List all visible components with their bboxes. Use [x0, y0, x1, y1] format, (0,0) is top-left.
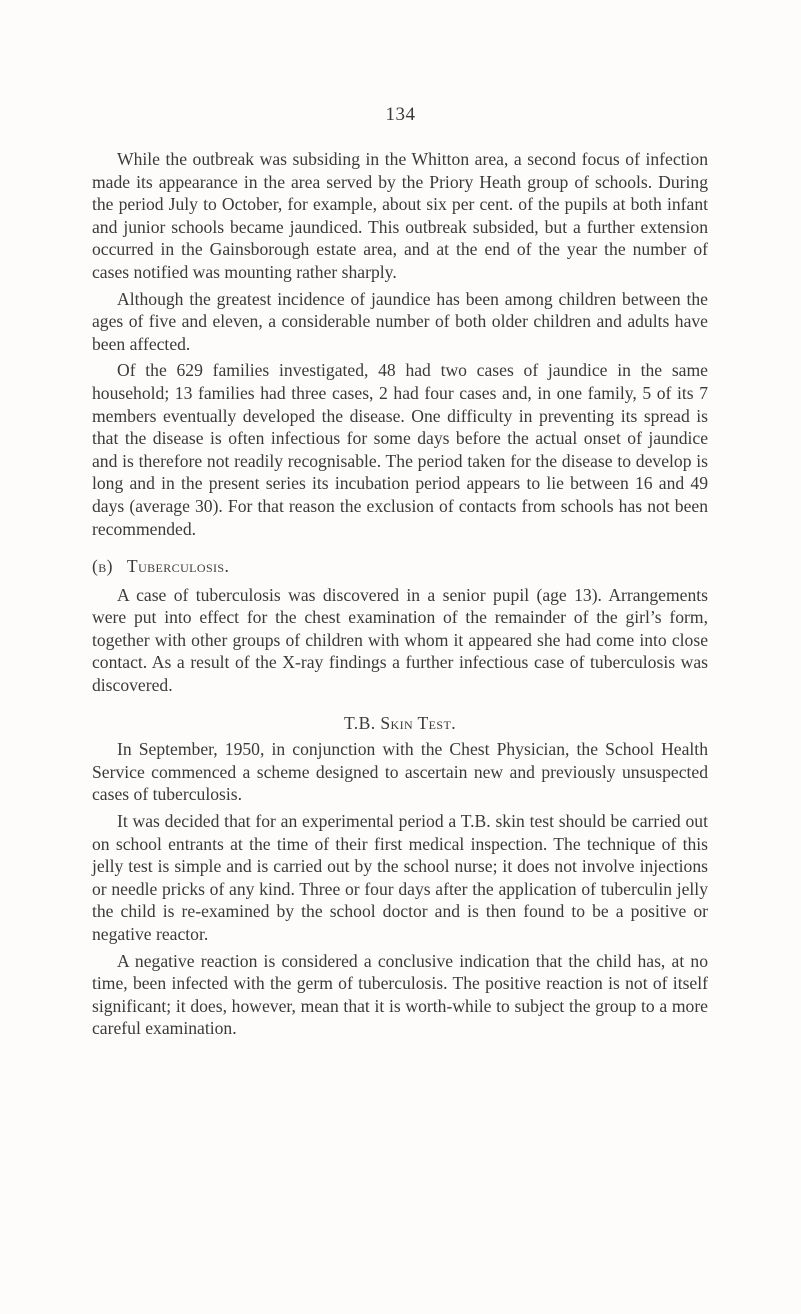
paragraph-incidence-ages: Although the greatest incidence of jaundice has been among children between the ages of five and eleven, a considerable number of both older children and adults have been affected. [92, 288, 708, 354]
section-heading-tuberculosis [92, 555, 708, 578]
paragraph-skin-test-scheme: In September, 1950, in conjunction with the Chest Physician, the School Health Service commenced a scheme designed to ascertain new and previously unsuspected cases of tuberculosis. [92, 739, 708, 805]
section-label: (b) [92, 556, 113, 577]
section-title: Tuberculosis. [126, 556, 230, 577]
paragraph-families-investigated: Of the 629 families investigated, 48 had two cases of jaundice in the same household; 13 families had three cases, 2 had four cases and, in one family, 5 of its 7 members eventually developed the disease. One difficulty in preventing its spread is that the disease is often infectious for some days before the actual onset of jaundice and is therefore not readily recognisable. The period taken for the disease to develop is long and in the present series its incubation period appears to lie between 16 and 49 days (average 30). For that reason the exclusion of contacts from schools has not been recommended. [92, 360, 708, 539]
paragraph-tuberculosis-case: A case of tuberculosis was discovered in a senior pupil (age 13). Arrangements were put into effect for the chest examination of the remainder of the girl’s form, together with other groups of children with whom it appeared she had come into close contact. As a result of the X-ray findings a further infectious case of tuberculosis was discovered. [92, 584, 708, 696]
paragraph-whitton-outbreak: While the outbreak was subsiding in the Whitton area, a second focus of infection made its appearance in the area served by the Priory Heath group of schools. During the period July to October, for example, about six per cent. of the pupils at both infant and junior schools became jaundiced. This outbreak subsided, but a further extension occurred in the Gainsborough estate area, and at the end of the year the number of cases notified was mounting rather sharply. [92, 149, 708, 282]
paragraph-skin-test-method: It was decided that for an experimental period a T.B. skin test should be carried out on school entrants at the time of their first medical inspection. The technique of this jelly test is simple and is carried out by the school nurse; it does not involve injections or needle pricks of any kind. Three or four days after the application of tuberculin jelly the child is re-examined by the school doctor and is then found to be a positive or negative reactor. [92, 811, 708, 944]
body-text [92, 148, 708, 1044]
sub-heading-tb-skin-test: T.B. Skin Test. [343, 712, 457, 733]
page-number: 134 [385, 104, 416, 125]
paragraph-skin-test-reaction: A negative reaction is considered a conclusive indication that the child has, at no time, been infected with the germ of tuberculosis. The positive reaction is not of itself significant; it does, however, mean that it is worth-while to subject the group to a more careful examination. [92, 950, 708, 1039]
